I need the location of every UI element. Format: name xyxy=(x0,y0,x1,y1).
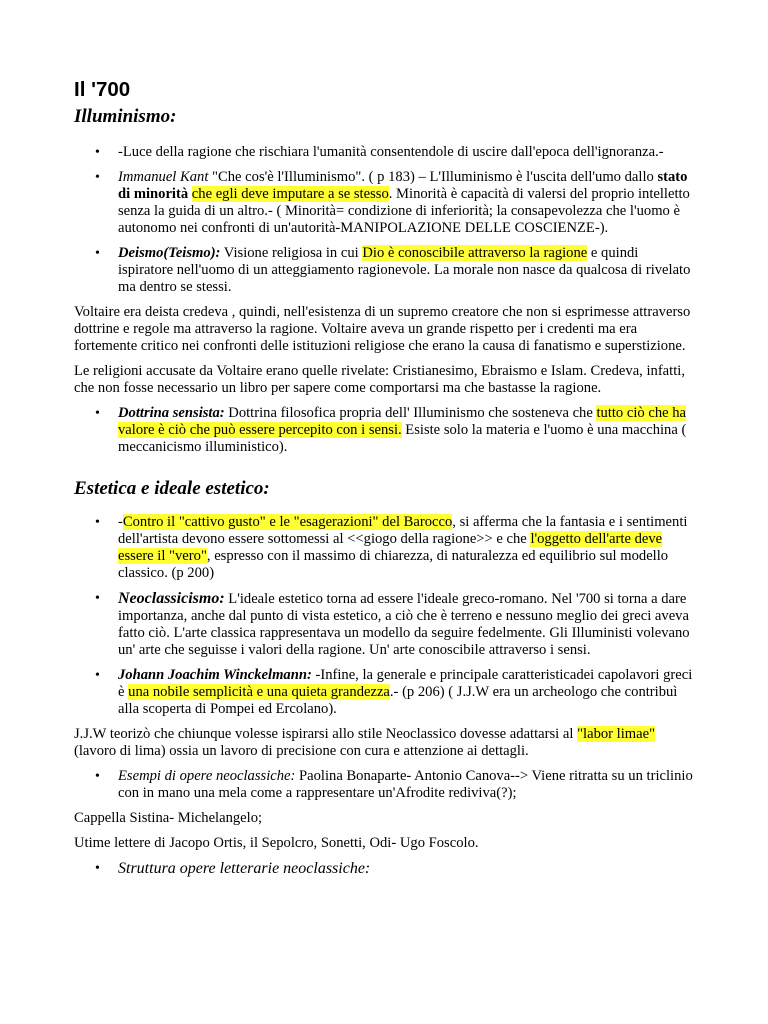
page-title: Il '700 xyxy=(74,78,131,101)
highlight: "labor limae" xyxy=(577,726,656,742)
bullet-text: Visione religiosa in cui xyxy=(220,245,363,261)
bullet-text: Esiste solo la materia e l'uomo è una macchina ( meccanicismo illuministico). xyxy=(118,422,687,455)
highlight: tutto ciò che ha valore è ciò che può essere percepito con i sensi. xyxy=(118,405,687,438)
paragraph-text: J.J.W teorizò che chiunque volesse ispirarsi allo stile Neoclassico dovesse adattarsi al xyxy=(74,726,578,742)
term-label: Johann Joachim Winckelmann: xyxy=(118,667,312,683)
paragraph-religioni: Le religioni accusate da Voltaire erano quelle rivelate: Cristianesimo, Ebraismo e Islam. Credeva, infatti, che non fosse necessario un libro per sapere come comportarsi ma che bastasse la ragione. xyxy=(74,363,685,396)
bullet-list-sensista xyxy=(74,405,694,456)
bullet-neoclassicismo xyxy=(74,590,694,659)
term-label: Neoclassicismo: xyxy=(118,590,225,607)
bullet-list-illuminismo xyxy=(74,144,694,296)
paragraph-voltaire: Voltaire era deista credeva , quindi, nell'esistenza di un supremo creatore che non si esprimesse attraverso dottrine e regole ma attraverso la ragione. Voltaire aveva un grande rispetto per i credenti ma era fortemente critico nei confronti delle istituzioni religiose che erano la causa di fanatismo e superstizione. xyxy=(74,304,691,354)
bullet-cattivo-gusto xyxy=(74,514,694,582)
bullet-text: "Che cos'è l'Illuminismo". ( p 183) – L'Illuminismo è l'uscita dell'umo dallo xyxy=(208,169,658,185)
bullet-deismo xyxy=(74,245,694,296)
paragraph-text: (lavoro di lima) ossia un lavoro di precisione con cura e attenzione ai dettagli. xyxy=(74,743,529,759)
paragraph-cappella: Cappella Sistina- Michelangelo; xyxy=(74,810,263,826)
bullet-text: -Infine, la generale e principale caratteristicadei capolavori greci è xyxy=(118,667,693,700)
section-heading-illuminismo: Illuminismo: xyxy=(74,106,177,127)
highlight: l'oggetto dell'arte deve essere il "vero" xyxy=(118,531,663,564)
paragraph-labor-limae xyxy=(74,726,694,760)
term-label: Deismo(Teismo): xyxy=(118,245,221,261)
bullet-list-struttura xyxy=(74,860,694,878)
bullet-struttura xyxy=(74,860,694,878)
kant-name: Immanuel Kant xyxy=(118,169,209,185)
bullet-text: - xyxy=(118,514,123,530)
bullet-text: , si afferma che la fantasia e i sentimenti dell'artista devono essere sottomessi al <<giogo della ragione>> e che xyxy=(118,514,688,547)
bullet-dottrina-sensista xyxy=(74,405,694,456)
highlight: Dio è conoscibile attraverso la ragione xyxy=(362,245,588,261)
bullet-winckelmann xyxy=(74,667,694,718)
highlight: una nobile semplicità e una quieta grandezza xyxy=(128,684,390,700)
term-label: Esempi di opere neoclassiche: xyxy=(118,768,296,784)
bullet-text: Paolina Bonaparte- Antonio Canova--> Viene ritratta su un triclinio con in mano una mela come a rappresentare un'Afrodite rediviva(?); xyxy=(118,768,693,801)
bullet-text: .- (p 206) ( J.J.W era un archeologo che contribuì alla scoperta di Pompei ed Ercolano). xyxy=(118,684,678,717)
bullet-luce xyxy=(74,144,694,161)
section-heading-estetica: Estetica e ideale estetico: xyxy=(74,478,270,499)
paragraph-foscolo: Utime lettere di Jacopo Ortis, il Sepolcro, Sonetti, Odi- Ugo Foscolo. xyxy=(74,835,479,851)
term-label: Struttura opere letterarie neoclassiche: xyxy=(118,860,371,877)
bullet-esempi xyxy=(74,768,694,802)
highlight: che egli deve imputare a se stesso xyxy=(191,186,389,202)
bold-term: stato di minorità xyxy=(118,169,688,202)
bullet-list-esempi xyxy=(74,768,694,802)
bullet-text: , espresso con il massimo di chiarezza, di naturalezza ed equilibrio sul modello classico. (p 200) xyxy=(118,548,669,581)
highlight: Contro il "cattivo gusto" e le "esagerazioni" del Barocco xyxy=(122,514,453,530)
bullet-text: Dottrina filosofica propria dell' Illuminismo che sosteneva che xyxy=(224,405,597,421)
bullet-kant xyxy=(74,169,694,237)
term-label: Dottrina sensista: xyxy=(118,405,225,421)
bullet-text: . Minorità è capacità di valersi del proprio intelletto senza la guida di un altro.- ( Minorità= condizione di inferiorità; la consapevolezza che l'uomo è autonomo nei confronti di un'autorità-MANIPOLAZIONE DELLE COSCIENZE-). xyxy=(118,186,690,236)
bullet-text: L'ideale estetico torna ad essere l'ideale greco-romano. Nel '700 si torna a dare importanza, anche dal punto di vista estetico, a ciò che è terreno e nessuno meglio dei greci aveva fatto ciò. L'arte classica rappresentava un modello da seguire fedelmente. Gli Illuministi volevano un' arte che seguisse i valori della ragione. Un' arte conoscibile attraverso i sensi. xyxy=(118,591,690,658)
bullet-text: -Luce della ragione che rischiara l'umanità consentendole di uscire dall'epoca dell'ignoranza.- xyxy=(118,144,664,160)
bullet-text: e quindi ispiratore nell'uomo di un atteggiamento ragionevole. La morale non nasce da qualcosa di rivelato ma dentro se stessi. xyxy=(118,245,691,295)
document-page xyxy=(74,78,694,886)
bullet-list-estetica xyxy=(74,514,694,718)
